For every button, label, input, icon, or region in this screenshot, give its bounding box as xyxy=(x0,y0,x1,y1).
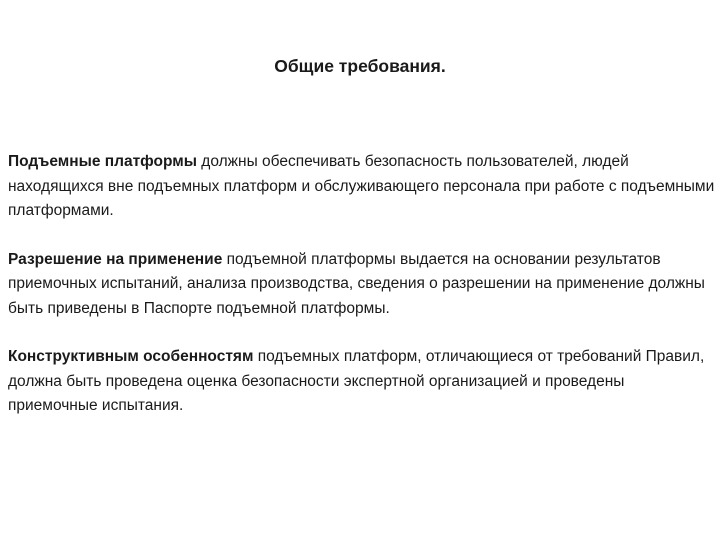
paragraph-1-text: должны обеспечивать безопасность пользователей, людей находящихся вне подъемных платформ и обслуживающего персонала при работе с подъемными платформами. xyxy=(8,153,715,219)
slide-title xyxy=(0,56,720,77)
paragraph-1 xyxy=(8,150,716,224)
paragraph-1-lead: Подъемные платформы xyxy=(8,153,197,170)
paragraph-2-lead: Разрешение на применение xyxy=(8,250,223,268)
slide-title-text: Общие требования. xyxy=(274,56,446,76)
paragraph-3-text: подъемных платформ, отличающиеся от требований Правил, должна быть проведена оценка безопасности экспертной организацией и проведены приемочные испытания. xyxy=(8,348,705,414)
paragraph-2 xyxy=(8,248,716,322)
slide-body xyxy=(8,150,716,443)
paragraph-2-text: подъемной платформы выдается на основании результатов приемочных испытаний, анализа производства, сведения о разрешении на применение должны быть приведены в Паспорте подъемной платформы. xyxy=(8,250,705,317)
paragraph-3 xyxy=(8,345,716,419)
paragraph-3-lead: Конструктивным особенностям xyxy=(8,348,254,365)
